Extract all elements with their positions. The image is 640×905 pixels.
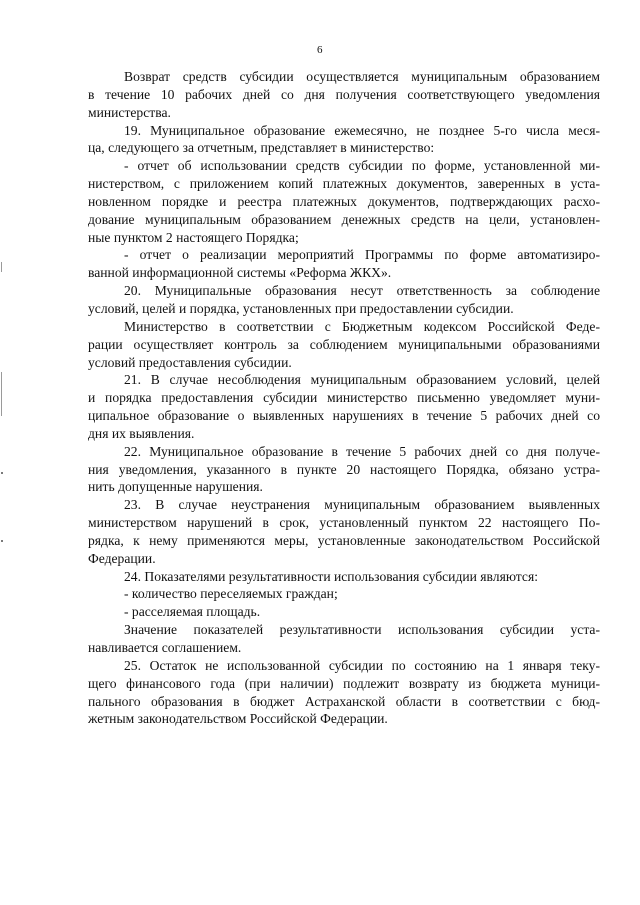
text-line: 21. В случае несоблюдения муниципальным образованием условий, целей xyxy=(124,372,600,388)
text-line: в течение 10 рабочих дней со дня получения соответствующего уведомления xyxy=(88,86,600,102)
text-line: ца, следующего за отчетным, представляет в министерство: xyxy=(88,140,435,156)
text-line: - расселяемая площадь. xyxy=(124,604,261,620)
text-line: Значение показателей результативности использования субсидии уста- xyxy=(124,622,600,638)
text-line: нить допущенные нарушения. xyxy=(88,479,263,495)
scan-margin-mark xyxy=(1,372,2,416)
text-line: и порядка предоставления субсидии министерство письменно уведомляет муни- xyxy=(88,390,600,406)
text-line: 23. В случае неустранения муниципальным образованием выявленных xyxy=(124,497,600,513)
page-number: 6 xyxy=(317,44,323,56)
text-line: дня их выявления. xyxy=(88,425,195,441)
text-line: Возврат средств субсидии осуществляется муниципальным образованием xyxy=(124,69,600,84)
text-line: министерства. xyxy=(88,104,171,120)
text-line: - количество переселяемых граждан; xyxy=(124,586,338,602)
scan-margin-dot xyxy=(1,472,3,474)
text-line: рядка, к нему применяются меры, установленные законодательством Российской xyxy=(88,532,600,548)
text-line: условий предоставления субсидии. xyxy=(88,354,292,370)
text-line: ванной информационной системы «Реформа ЖКХ». xyxy=(88,265,392,281)
text-line: дование муниципальным образованием денежных средств на цели, установлен- xyxy=(88,211,600,227)
text-line: жетным законодательством Российской Федерации. xyxy=(88,711,388,727)
text-line: 19. Муниципальное образование ежемесячно, не позднее 5-го числа меся- xyxy=(124,122,600,138)
text-line: нистерством, с приложением копий платежных документов, заверенных в уста- xyxy=(88,176,600,192)
text-line: 24. Показателями результативности использования субсидии являются: xyxy=(124,568,538,584)
text-line: Федерации. xyxy=(88,550,156,566)
text-line: щего финансового года (при наличии) подлежит возврату из бюджета муници- xyxy=(88,675,600,691)
text-line: Министерство в соответствии с Бюджетным кодексом Российской Феде- xyxy=(124,318,600,334)
text-line: ные пунктом 2 настоящего Порядка; xyxy=(88,229,299,245)
text-line: ципальное образование о выявленных нарушениях в течение 5 рабочих дней со xyxy=(88,408,600,424)
text-line: условий, целей и порядка, установленных при предоставлении субсидии. xyxy=(88,300,514,316)
text-line: пального образования в бюджет Астраханской области в соответствии с бюд- xyxy=(88,693,600,709)
scan-margin-mark xyxy=(1,262,2,272)
scan-margin-dot xyxy=(1,540,3,542)
text-line: навливается соглашением. xyxy=(88,640,242,655)
text-line: ния уведомления, указанного в пункте 20 настоящего Порядка, обязано устра- xyxy=(88,461,600,477)
text-line: - отчет о реализации мероприятий Программы по форме автоматизиро- xyxy=(124,247,600,263)
document-body xyxy=(88,68,600,728)
text-line: - отчет об использовании средств субсидии по форме, установленной ми- xyxy=(124,158,600,174)
text-line: новленном порядке и реестра платежных документов, подтверждающих расхо- xyxy=(88,193,600,209)
text-line: 22. Муниципальное образование в течение 5 рабочих дней со дня получе- xyxy=(124,443,600,459)
text-line: 25. Остаток не использованной субсидии по состоянию на 1 января теку- xyxy=(124,657,600,673)
text-line: 20. Муниципальные образования несут ответственность за соблюдение xyxy=(124,283,600,299)
text-line: министерством нарушений в срок, установленный пунктом 22 настоящего По- xyxy=(88,515,600,531)
text-line: рации осуществляет контроль за соблюдением муниципальными образованиями xyxy=(88,336,600,352)
